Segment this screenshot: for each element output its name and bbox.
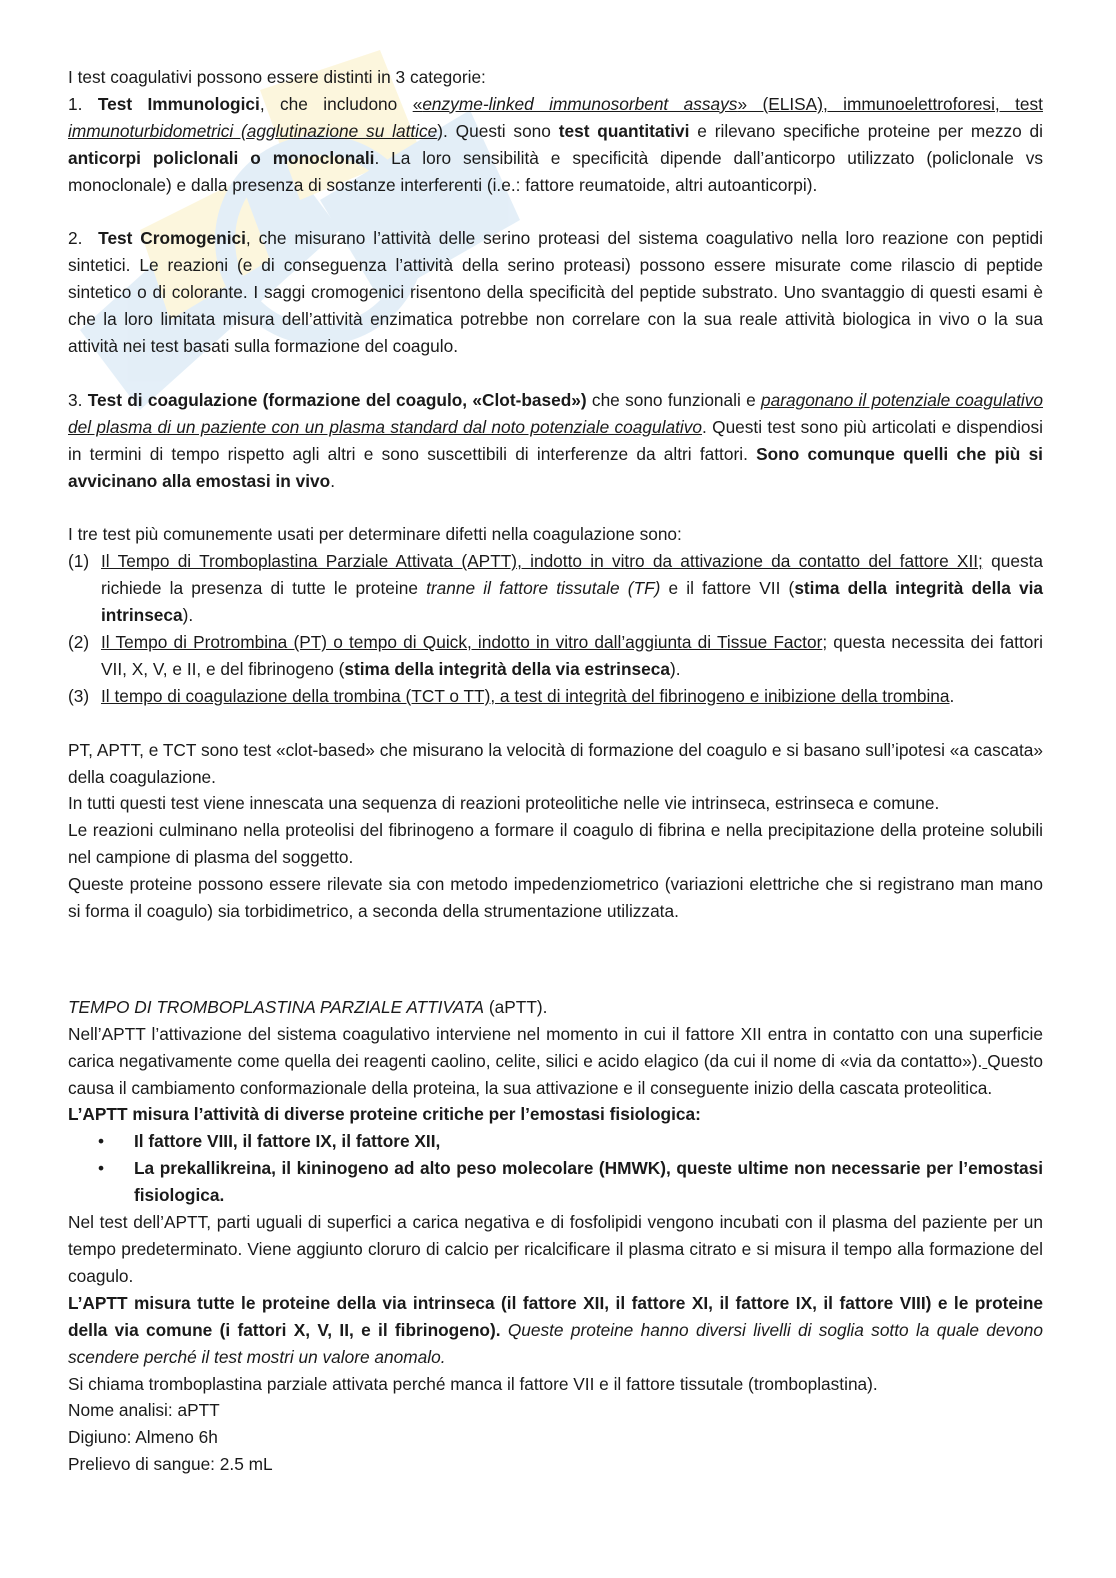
list-item: • La prekallikreina, il kininogeno ad alto peso molecolare (HMWK), queste ultime non necessarie per l’emostasi fisiologica. xyxy=(98,1158,1043,1206)
category-cromogenici: 2. Test Cromogenici, che misurano l’attività delle serino proteasi del sistema coagulativo nella loro reazione con peptidi sintetici. Le reazioni (e di conseguenza l’attività della serino proteasi) possono essere misurate come rilascio di peptide sintetico o di colorante. I saggi cromogenici risentono della specificità del peptide substrato. Uno svantaggio di questi esami è che la loro limitata misura dell’attività enzimatica potrebbe non correlare con la sua reale attività biologica in vivo o la sua attività nei test basati sulla formazione del coagulo. xyxy=(68,228,1043,357)
aptt-bold-intro: L’APTT misura l’attività di diverse proteine critiche per l’emostasi fisiologica: xyxy=(68,1104,701,1125)
paragraph-tutti: In tutti questi test viene innescata una sequenza di reazioni proteolitiche nelle vie intrinseca, estrinseca e comune. xyxy=(68,793,940,814)
aptt-paragraph-2: Nel test dell’APTT, parti uguali di superfici a carica negativa e di fosfolipidi vengono incubati con il plasma del paziente per un tempo predeterminato. Viene aggiunto cloruro di calcio per ricalcificare il plasma citrato e si misura il tempo alla formazione del coagulo. xyxy=(68,1212,1043,1286)
aptt-paragraph-3: L’APTT misura tutte le proteine della via intrinseca (il fattore XII, il fattore XI, il fattore IX, il fattore VIII) e le proteine della via comune (i fattori X, V, II, e il fibrinogeno). Queste proteine hanno diversi livelli di soglia sotto la quale devono scendere perché il test mostri un valore anomalo. xyxy=(68,1292,1043,1367)
list-item: • Il fattore VIII, il fattore IX, il fattore XII, xyxy=(98,1131,441,1152)
category-clot-based: 3. Test di coagulazione (formazione del coagulo, «Clot-based») che sono funzionali e paragonano il potenziale coagulativo del plasma di un paziente con un plasma standard dal noto potenziale coagulativo. Questi test sono più articolati e dispendiosi in termini di tempo rispetto agli altri e sono suscettibili di interferenze da altri fattori. Sono comunque quelli che più si avvicinano alla emostasi in vivo. xyxy=(68,389,1043,491)
nome-analisi: Nome analisi: aPTT xyxy=(68,1400,220,1421)
document-page xyxy=(68,64,1043,1478)
list-item: (1) Il Tempo di Tromboplastina Parziale Attivata (APTT), indotto in vitro da attivazione da contatto del fattore XII; questa richiede la presenza di tutte le proteine tranne il fattore tissutale (TF) e il fattore VII (stima della integrità della via intrinseca). xyxy=(68,551,1044,626)
prelievo: Prelievo di sangue: 2.5 mL xyxy=(68,1454,273,1475)
paragraph-pt-aptt-tct: PT, APTT, e TCT sono test «clot-based» che misurano la velocità di formazione del coagulo e si basano sull’ipotesi «a cascata» della coagulazione. xyxy=(68,739,1043,787)
aptt-proteins-list xyxy=(68,1128,1043,1209)
paragraph-queste-proteine: Queste proteine possono essere rilevate sia con metodo impedenziometrico (variazioni elettriche che si registrano man mano si forma il coagulo) sia torbidimetrico, a seconda della strumentazione utilizzata. xyxy=(68,874,1043,922)
three-tests-intro: I tre test più comunemente usati per determinare difetti nella coagulazione sono: xyxy=(68,524,682,545)
intro-line: I test coagulativi possono essere distinti in 3 categorie: xyxy=(68,67,486,87)
section-heading-aptt: TEMPO DI TROMBOPLASTINA PARZIALE ATTIVATA (aPTT). xyxy=(68,996,548,1017)
category-immunologici: 1. Test Immunologici, che includono «enzyme-linked immunosorbent assays» (ELISA), immunoelettroforesi, test immunoturbidometrici (agglutinazione su lattice). Questi sono test quantitativi e rilevano specifiche proteine per mezzo di anticorpi policlonali o monoclonali. La loro sensibilità e specificità dipende dall’anticorpo utilizzato (policlonale vs monoclonale) e dalla presenza di sostanze interferenti (i.e.: fattore reumatoide, altri autoanticorpi). xyxy=(68,93,1043,195)
paragraph-reazioni: Le reazioni culminano nella proteolisi del fibrinogeno a formare il coagulo di fibrina e nella precipitazione della proteine solubili nel campione di plasma del soggetto. xyxy=(68,820,1043,868)
list-item: (3) Il tempo di coagulazione della trombina (TCT o TT), a test di integrità del fibrinogeno e inibizione della trombina. xyxy=(68,685,955,706)
digiuno: Digiuno: Almeno 6h xyxy=(68,1427,218,1448)
three-tests-list xyxy=(68,548,1043,709)
list-item: (2) Il Tempo di Protrombina (PT) o tempo di Quick, indotto in vitro dall’aggiunta di Tissue Factor; questa necessita dei fattori VII, X, V, e II, e del fibrinogeno (stima della integrità della via estrinseca). xyxy=(68,631,1043,679)
aptt-paragraph-1: Nell’APTT l’attivazione del sistema coagulativo interviene nel momento in cui il fattore XII entra in contatto con una superficie carica negativamente come quella dei reagenti caolino, celite, silici e acido elagico (da cui il nome di «via da contatto»). Questo causa il cambiamento conformazionale della proteina, la sua attivazione e il conseguente inizio della cascata proteolitica. xyxy=(68,1023,1043,1098)
aptt-paragraph-4: Si chiama tromboplastina parziale attivata perché manca il fattore VII e il fattore tissutale (tromboplastina). xyxy=(68,1373,878,1394)
